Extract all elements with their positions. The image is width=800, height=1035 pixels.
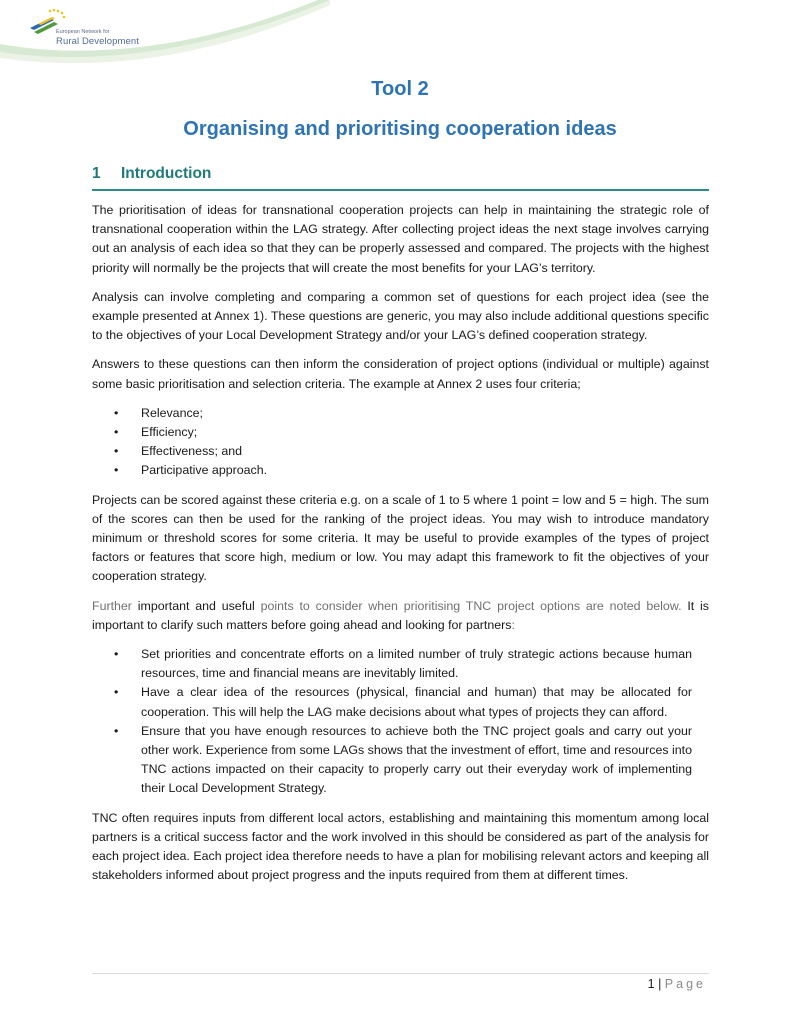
list-item: • Relevance; xyxy=(92,404,709,423)
document-title: Tool 2 xyxy=(371,78,429,100)
bullet-icon: • xyxy=(114,444,119,459)
footer-divider xyxy=(92,973,709,974)
points-list xyxy=(92,645,709,799)
page-number: 1 | Page xyxy=(647,977,706,991)
intro-paragraph: The prioritisation of ideas for transnational cooperation projects can help in maintaining the strategic role of transnational cooperation within the LAG strategy. After collecting project ideas the next stage involves carrying out an analysis of each idea so that they can be properly assessed and compared. The projects with the highest priority will normally be the projects that will create the most benefits for your LAG’s territory. xyxy=(92,203,709,275)
section-number: 1 xyxy=(92,165,101,182)
list-item: • Effectiveness; and xyxy=(92,442,709,461)
list-item: • Have a clear idea of the resources (physical, financial and human) that may be allocated for cooperation. This will help the LAG make decisions about what types of projects they can afford. xyxy=(114,685,692,719)
list-item: • Participative approach. xyxy=(92,461,709,480)
bullet-icon: • xyxy=(114,405,119,420)
enrd-logo xyxy=(28,8,178,48)
criteria-list xyxy=(92,404,709,481)
section-title: Introduction xyxy=(121,165,212,182)
closing-paragraph: TNC often requires inputs from different local actors, establishing and maintaining this momentum among local partners is a critical success factor and the work involved in this should be considered as part of the analysis for each project idea. Each project idea therefore needs to have a plan for mobilising relevant actors and keeping all stakeholders informed about project progress and the inputs required from them at different times. xyxy=(92,810,709,883)
document-body xyxy=(92,201,709,896)
list-item: • Set priorities and concentrate efforts on a limited number of truly strategic actions because human resources, time and financial means are inevitably limited. xyxy=(114,647,692,681)
bullet-icon: • xyxy=(114,463,119,478)
analysis-paragraph: Analysis can involve completing and comparing a common set of questions for each project idea (see the example presented at Annex 1). These questions are generic, you may also include additional questions specific to the objectives of your Local Development Strategy and/or your LAG’s defined cooperation strategy. xyxy=(92,289,709,343)
list-item: • Ensure that you have enough resources to achieve both the TNC project goals and carry out your other work. Experience from some LAGs shows that the investment of effort, time and resources into TNC actions impacted on their capacity to properly carry out their everyday work of implementing their Local Development Strategy. xyxy=(114,723,692,796)
bullet-icon: • xyxy=(114,723,119,738)
section-heading xyxy=(92,163,709,191)
criteria-intro-paragraph: Answers to these questions can then inform the consideration of project options (individual or multiple) against some basic prioritisation and selection criteria. The example at Annex 2 uses four criteria; xyxy=(92,357,709,391)
org-name-line2: Rural Development xyxy=(56,36,140,47)
bullet-icon: • xyxy=(114,647,119,662)
scoring-paragraph: Projects can be scored against these criteria e.g. on a scale of 1 to 5 where 1 point = low and 5 = high. The sum of the scores can then be used for the ranking of the project ideas. You may wish to introduce mandatory minimum or threshold scores for some criteria. It may be useful to provide examples of the types of project factors or features that score high, medium or low. You may adapt this framework to fit the objectives of your cooperation strategy. xyxy=(92,492,709,584)
bullet-icon: • xyxy=(114,425,119,440)
org-name-line1: European Network for xyxy=(56,29,110,35)
list-item: • Efficiency; xyxy=(92,423,709,442)
document-subtitle: Organising and prioritising cooperation ideas xyxy=(183,118,617,140)
points-intro-paragraph: Further important and useful points to consider when prioritising TNC project options are noted below. It is important to clarify such matters before going ahead and looking for partners: xyxy=(92,598,709,632)
bullet-icon: • xyxy=(114,685,119,700)
